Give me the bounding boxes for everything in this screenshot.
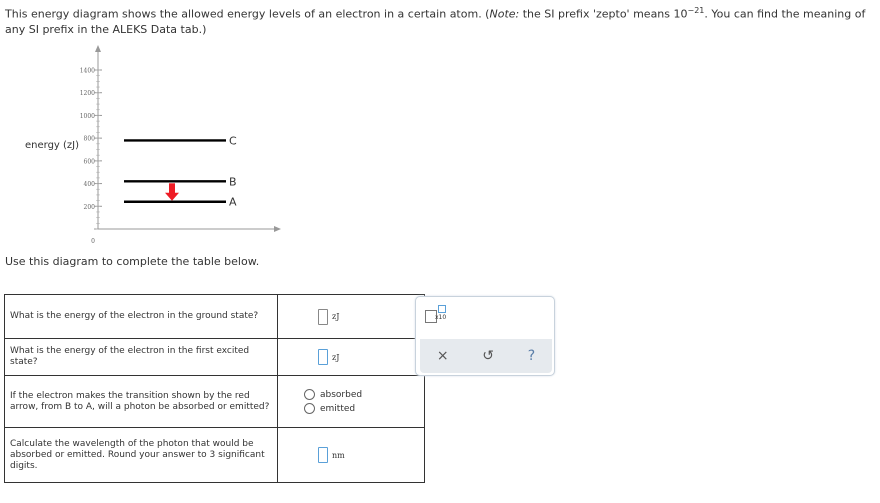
tick-label: 1400 [79,67,95,75]
question-absorbed-emitted: If the electron makes the transition shown by the red arrow, from B to A, will a photon be absorbed or emitted? [5,376,278,428]
radio-label: absorbed [320,389,363,400]
toolbar-actions [420,339,552,373]
answer-cell [278,376,425,428]
level-label: C [229,134,237,148]
radio-emitted[interactable] [304,403,424,414]
table-row [5,339,425,376]
answer-cell [278,428,425,483]
clear-icon[interactable]: × [436,348,449,364]
tick-label: 1000 [79,112,95,120]
problem-intro [5,3,875,37]
tick-label: 1200 [79,90,95,98]
tick-label: 400 [83,181,95,189]
tick-label: 800 [83,135,95,143]
intro-text-after: . You can find the meaning of any SI prefix in the ALEKS Data tab.) [5,7,866,36]
energy-diagram [0,45,300,245]
tick-label: 0 [91,238,95,245]
wavelength-input[interactable] [318,447,328,463]
arrow-shaft [169,183,175,193]
y-axis-label: energy (zJ) [25,140,80,151]
unit-label: zJ [332,312,340,321]
tick-label: 600 [83,158,95,166]
energy-levels [124,134,237,208]
unit-label: zJ [332,352,340,362]
unit-label: nm [332,450,345,460]
arrow-head [165,193,179,201]
table-row [5,295,425,339]
ground-state-input[interactable] [318,309,328,325]
tick-label: 200 [83,203,95,211]
table-row [5,428,425,483]
note-text: the SI prefix 'zepto' means 10 [519,7,688,21]
question-ground-state: What is the energy of the electron in the ground state? [5,295,278,339]
answer-toolbar [415,296,555,376]
intro-text: This energy diagram shows the allowed energy levels of an electron in a certain atom. ( [5,7,490,21]
answer-table [4,294,425,483]
undo-icon[interactable]: ↺ [482,348,494,364]
radio-circle[interactable] [304,403,315,414]
note-label: Note: [489,7,520,21]
radio-label: emitted [320,403,356,414]
scientific-notation-button[interactable] [425,305,449,323]
answer-cell [278,295,425,339]
first-excited-input[interactable] [318,349,328,365]
note-exponent: −21 [687,6,705,15]
instructions: Use this diagram to complete the table below. [5,255,260,268]
y-axis-ticks [80,68,102,246]
y-axis-arrowhead [95,45,101,52]
x-axis-arrowhead [274,226,281,232]
radio-absorbed[interactable] [304,389,424,400]
answer-cell [278,339,425,376]
help-icon[interactable]: ? [527,348,536,364]
transition-arrow [165,183,179,200]
question-wavelength: Calculate the wavelength of the photon that would be absorbed or emitted. Round your answer to 3 significant digits. [5,428,278,483]
table-row [5,376,425,428]
x10-label: x10 [435,314,447,321]
question-first-excited: What is the energy of the electron in the first excited state? [5,339,278,376]
level-label: B [229,175,237,189]
level-label: A [229,195,237,209]
exponent-box-icon [438,305,446,313]
radio-circle[interactable] [304,389,315,400]
